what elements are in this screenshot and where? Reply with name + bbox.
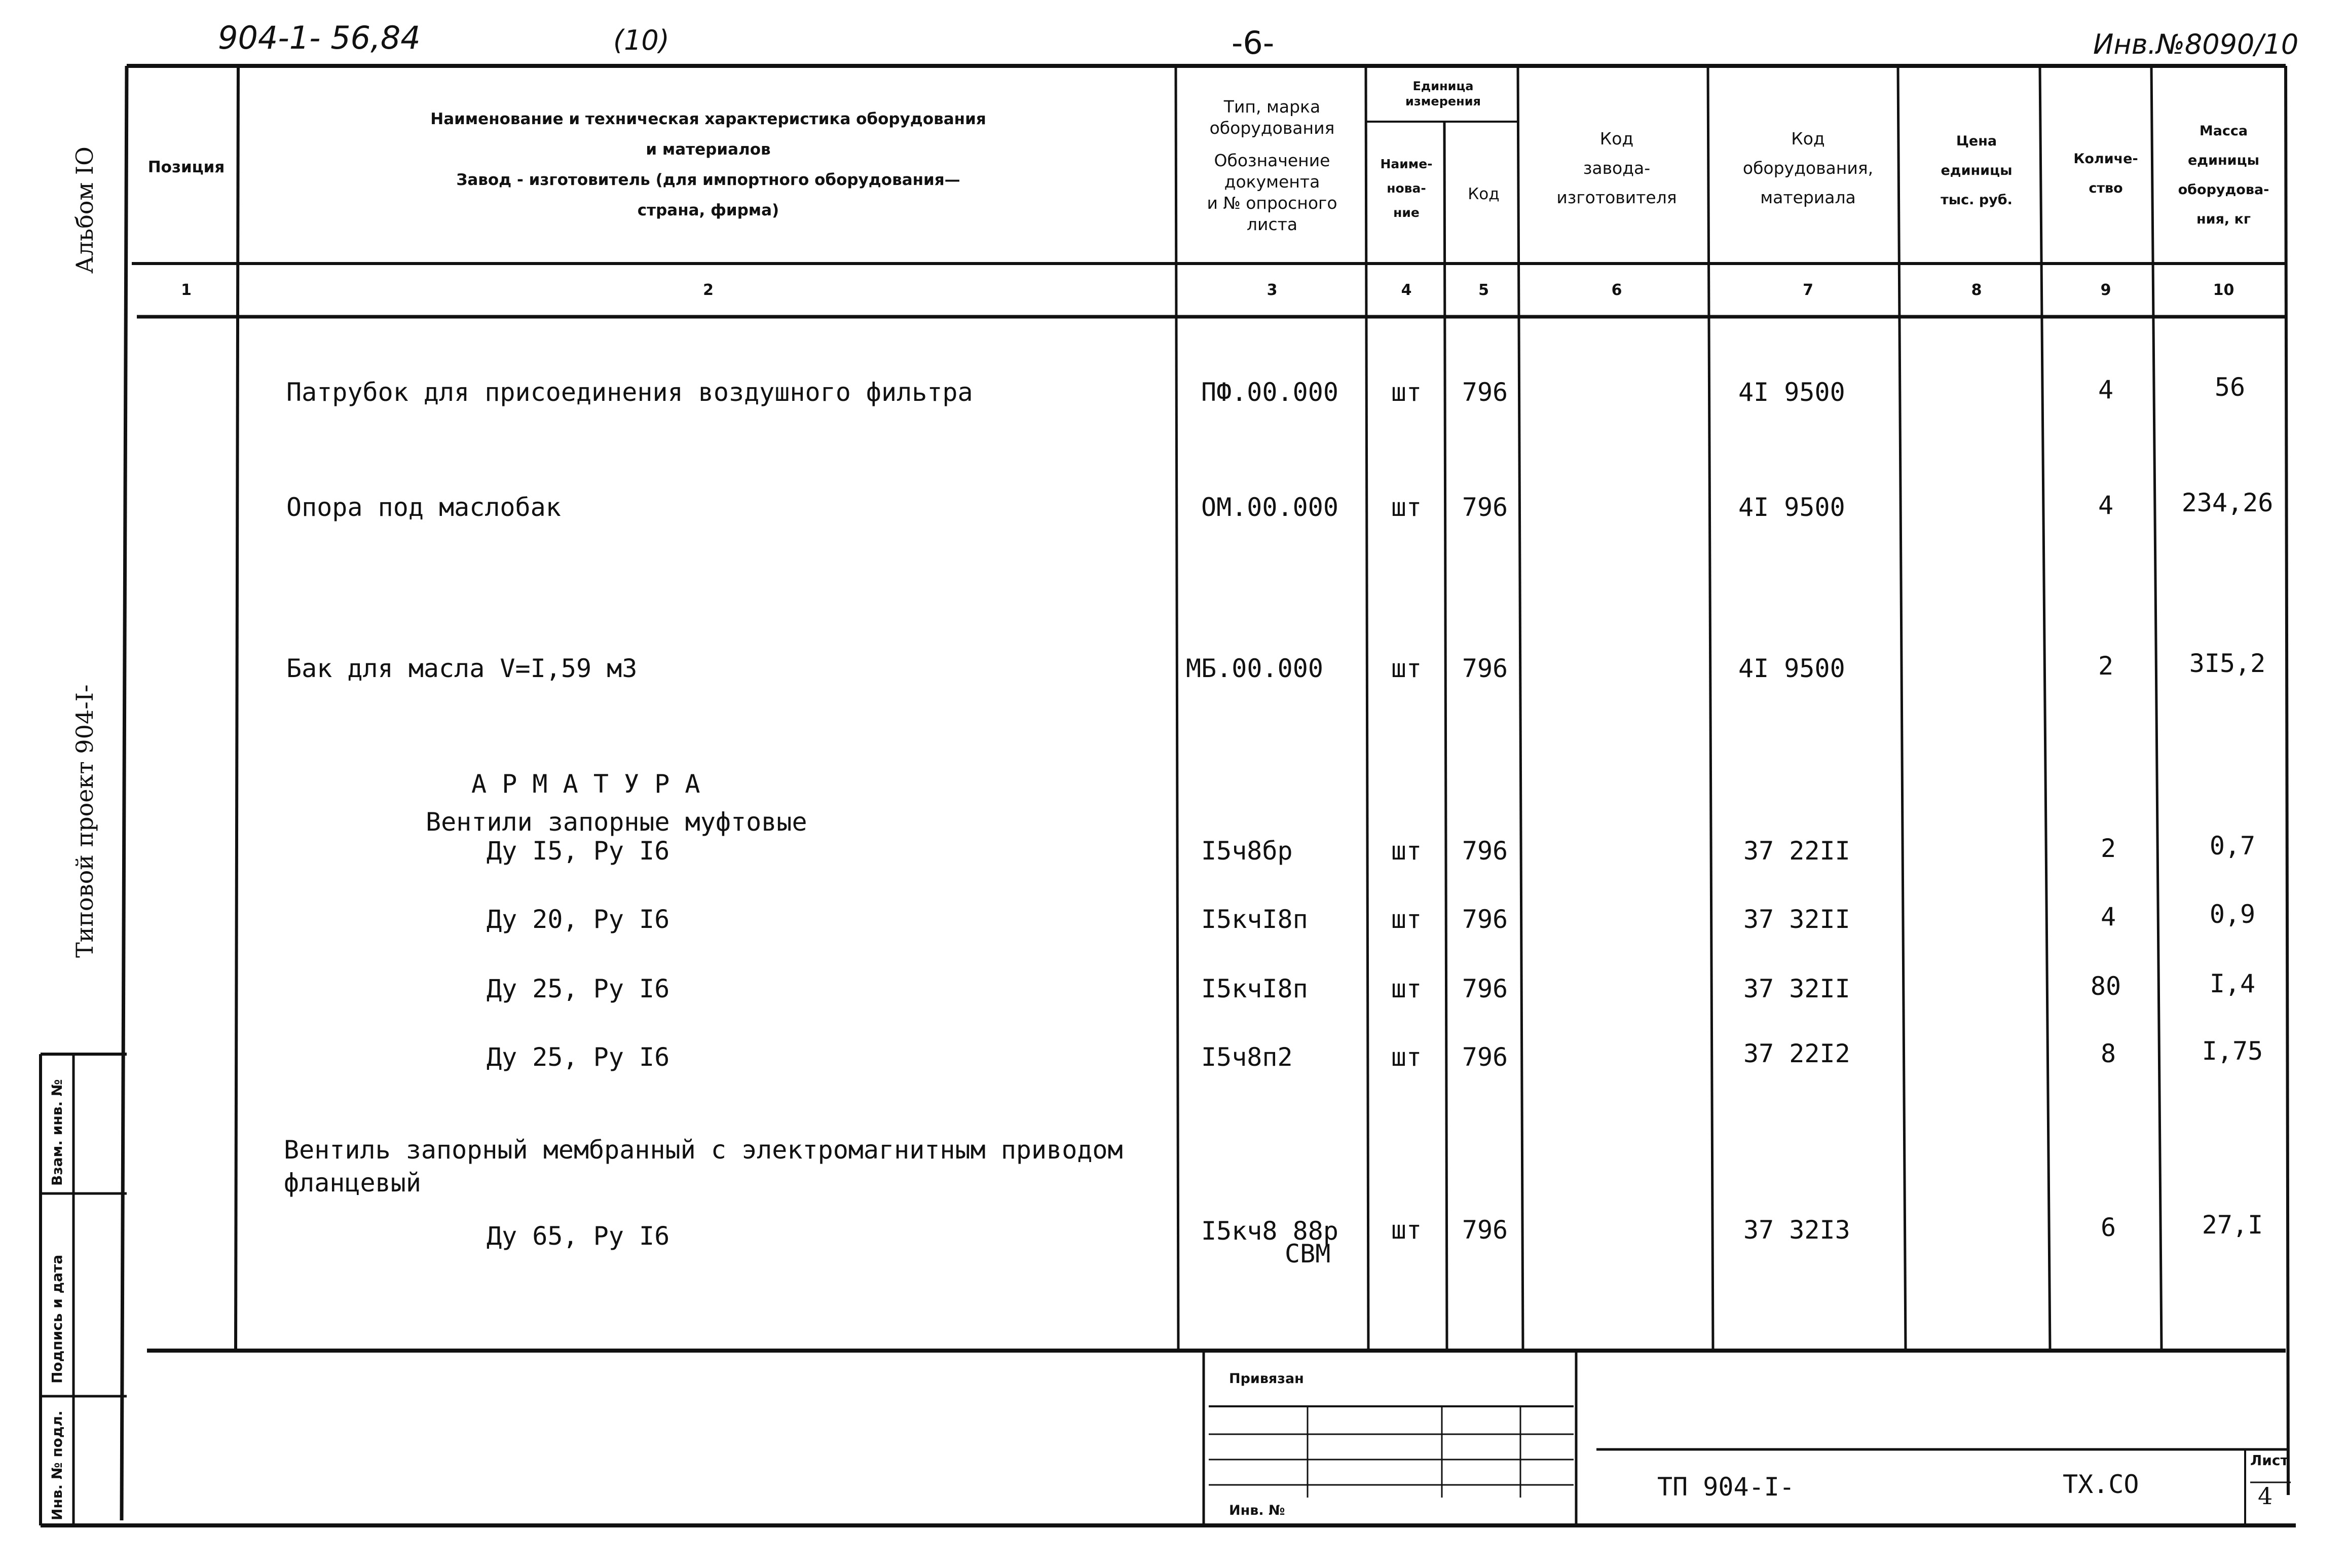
header-position: Позиция xyxy=(147,158,225,176)
stamp-inv-no: Инв. № xyxy=(1229,1503,1285,1518)
colnum-7: 7 xyxy=(1803,281,1813,299)
header-factory-code-line2: завода- xyxy=(1583,158,1651,178)
header-unit-code: Код xyxy=(1468,185,1500,203)
row3-equip-code: 4I 9500 xyxy=(1738,654,1845,683)
header-type-line6: листа xyxy=(1246,214,1298,234)
row1-unit-code: 796 xyxy=(1462,378,1508,407)
membrane-unit: шт xyxy=(1391,1215,1422,1245)
colnum-9: 9 xyxy=(2100,281,2111,299)
row2-unit: шт xyxy=(1391,493,1422,522)
valve1-qty: 2 xyxy=(2100,834,2116,863)
valve4-unit: шт xyxy=(1391,1042,1422,1072)
valve2-equip-code: 37 32II xyxy=(1743,905,1850,934)
header-equipment-code-line2: оборудования, xyxy=(1742,158,1874,178)
header-quantity-line1: Количе- xyxy=(2073,151,2138,167)
valve1-size: Ду I5, Ру I6 xyxy=(487,836,670,866)
inventory-number-handwritten: Инв.№8090/10 xyxy=(2093,28,2299,60)
row2-mass: 234,26 xyxy=(2181,488,2274,517)
row1-type: ПФ.00.000 xyxy=(1201,378,1338,407)
row1-equip-code: 4I 9500 xyxy=(1738,378,1845,407)
valve1-mass: 0,7 xyxy=(2209,831,2256,861)
valve3-unit: шт xyxy=(1391,974,1422,1003)
header-price xyxy=(1906,127,2047,215)
header-unit-group-line1: Единица xyxy=(1412,79,1474,93)
valve2-unit-code: 796 xyxy=(1462,905,1508,934)
number-paren: (10) xyxy=(613,24,669,56)
header-equipment-code xyxy=(1713,124,1903,212)
project-number-handwritten: 904-1- 56,84 xyxy=(218,19,421,56)
row3-unit: шт xyxy=(1391,654,1422,683)
sheet-label: Лист xyxy=(2250,1452,2289,1469)
header-type-line5: и № опросного xyxy=(1207,193,1337,213)
header-equipment-code-line3: материала xyxy=(1760,188,1856,207)
colnum-8: 8 xyxy=(1971,281,1982,299)
membrane-equip-code: 37 32I3 xyxy=(1743,1215,1850,1245)
membrane-name-line1: Вентиль запорный мембранный с электромагнитным приводом xyxy=(284,1135,1123,1165)
header-unit-group-line2: измерения xyxy=(1405,94,1481,108)
valve1-unit: шт xyxy=(1391,836,1422,866)
row1-qty: 4 xyxy=(2098,375,2114,404)
header-quantity-line2: ство xyxy=(2089,180,2123,196)
colnum-3: 3 xyxy=(1266,281,1278,299)
header-name-line1: Наименование и техническая характеристика оборудования xyxy=(430,110,986,128)
header-unit-name xyxy=(1368,152,1444,225)
header-mass-line2: единицы xyxy=(2187,153,2260,168)
header-factory-code-line3: изготовителя xyxy=(1556,188,1677,207)
row3-name: Бак для масла V=I,59 м3 xyxy=(286,654,638,683)
header-quantity xyxy=(2050,144,2162,203)
valve4-equip-code: 37 22I2 xyxy=(1743,1039,1850,1068)
header-price-line3: тыс. руб. xyxy=(1941,192,2013,208)
row2-qty: 4 xyxy=(2098,491,2114,520)
row3-unit-code: 796 xyxy=(1462,654,1508,683)
valve3-size: Ду 25, Ру I6 xyxy=(487,974,670,1003)
header-type-line3: Обозначение xyxy=(1214,151,1330,170)
colnum-5: 5 xyxy=(1478,281,1489,299)
stamp-replaced-inv: Взам. инв. № xyxy=(49,1079,65,1186)
valve3-qty: 80 xyxy=(2090,972,2121,1001)
header-mass-line3: оборудова- xyxy=(2178,182,2269,198)
row3-mass: 3I5,2 xyxy=(2189,649,2266,678)
valve3-mass: I,4 xyxy=(2209,969,2256,998)
section-title: А Р М А Т У Р А xyxy=(471,769,700,799)
colnum-1: 1 xyxy=(181,281,192,299)
colnum-4: 4 xyxy=(1401,281,1412,299)
colnum-2: 2 xyxy=(703,281,714,299)
sheet-number: 4 xyxy=(2258,1482,2273,1510)
header-type-line1: Тип, марка xyxy=(1223,97,1321,117)
valve3-type: I5кчI8п xyxy=(1201,974,1308,1003)
header-factory-code xyxy=(1523,124,1710,212)
valve2-type: I5кчI8п xyxy=(1201,905,1308,934)
row2-unit-code: 796 xyxy=(1462,493,1508,522)
valve4-qty: 8 xyxy=(2100,1039,2116,1068)
colnum-6: 6 xyxy=(1611,281,1622,299)
stamp-privyazan: Привязан xyxy=(1229,1371,1304,1387)
row1-unit: шт xyxy=(1391,378,1422,407)
row2-equip-code: 4I 9500 xyxy=(1738,493,1845,522)
membrane-type-line2: СВМ xyxy=(1285,1239,1331,1268)
row1-name: Патрубок для присоединения воздушного фильтра xyxy=(286,378,973,407)
header-mass xyxy=(2162,117,2286,234)
header-factory-code-line1: Код xyxy=(1599,129,1634,148)
header-name xyxy=(241,104,1176,226)
valve4-size: Ду 25, Ру I6 xyxy=(487,1042,670,1072)
valve2-qty: 4 xyxy=(2100,902,2116,931)
header-price-line2: единицы xyxy=(1941,163,2013,178)
header-unit-name-line1: Наиме- xyxy=(1380,157,1433,171)
project-label: Типовой проект 904-I- xyxy=(71,684,98,958)
valve4-unit-code: 796 xyxy=(1462,1042,1508,1072)
row2-name: Опора под маслобак xyxy=(286,493,561,522)
valve3-unit-code: 796 xyxy=(1462,974,1508,1003)
membrane-mass: 27,I xyxy=(2202,1210,2263,1240)
stamp-signature-date: Подпись и дата xyxy=(49,1254,65,1384)
section-subtitle: Вентили запорные муфтовые xyxy=(426,807,807,837)
row3-type: МБ.00.000 xyxy=(1186,654,1323,683)
album-label: Альбом IO xyxy=(71,146,98,274)
stamp-original-inv: Инв. № подл. xyxy=(49,1410,65,1520)
header-name-line3: Завод - изготовитель (для импортного оборудования— xyxy=(456,171,960,189)
valve1-equip-code: 37 22II xyxy=(1743,836,1850,866)
header-equipment-code-line1: Код xyxy=(1791,129,1825,148)
header-mass-line4: ния, кг xyxy=(2196,211,2251,227)
valve4-mass: I,75 xyxy=(2202,1036,2263,1066)
valve4-type: I5ч8п2 xyxy=(1201,1042,1293,1072)
header-mass-line1: Масса xyxy=(2199,123,2248,139)
valve2-size: Ду 20, Ру I6 xyxy=(487,905,670,934)
row1-mass: 56 xyxy=(2214,372,2246,402)
membrane-name-line2: фланцевый xyxy=(284,1168,421,1198)
valve2-unit: шт xyxy=(1391,905,1422,934)
doc-code: ТП 904-I- xyxy=(1657,1472,1795,1502)
valve1-type: I5ч8бр xyxy=(1201,836,1293,866)
header-unit-group xyxy=(1368,79,1518,109)
row3-qty: 2 xyxy=(2098,651,2114,681)
doc-mark: ТХ.СО xyxy=(2063,1470,2139,1499)
header-name-line2: и материалов xyxy=(646,140,771,159)
row2-type: ОМ.00.000 xyxy=(1201,493,1338,522)
valve2-mass: 0,9 xyxy=(2209,900,2256,929)
header-unit-name-line2: нова- xyxy=(1387,181,1426,196)
valve3-equip-code: 37 32II xyxy=(1743,974,1850,1003)
header-unit-name-line3: ние xyxy=(1393,205,1420,220)
header-name-line4: страна, фирма) xyxy=(637,201,779,219)
header-type xyxy=(1178,96,1366,235)
membrane-size: Ду 65, Ру I6 xyxy=(487,1221,670,1251)
header-type-line2: оборудования xyxy=(1209,118,1335,138)
valve1-unit-code: 796 xyxy=(1462,836,1508,866)
header-type-line4: документа xyxy=(1224,172,1320,192)
header-price-line1: Цена xyxy=(1956,133,1997,149)
colnum-10: 10 xyxy=(2213,281,2234,299)
page-number: -6- xyxy=(1232,24,1275,61)
membrane-qty: 6 xyxy=(2100,1213,2116,1242)
membrane-unit-code: 796 xyxy=(1462,1215,1508,1245)
membrane-type-line1: I5кч8 88р xyxy=(1201,1216,1338,1246)
